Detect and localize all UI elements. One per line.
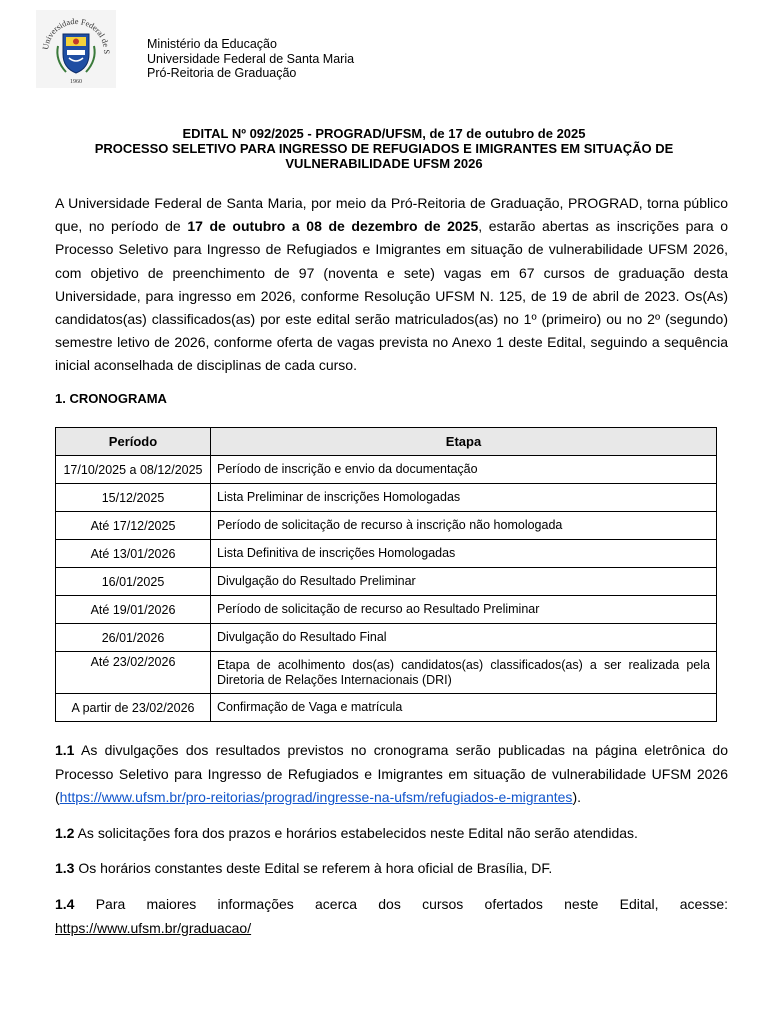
cell-periodo: 17/10/2025 a 08/12/2025 — [56, 456, 211, 484]
paragraph-1-4 — [55, 893, 728, 940]
cell-etapa: Divulgação do Resultado Preliminar — [211, 568, 717, 596]
paragraph-1-3 — [55, 857, 728, 881]
edital-title — [40, 126, 728, 171]
cell-etapa: Etapa de acolhimento dos(as) candidatos(as) classificados(as) a ser realizada pela Diretoria de Relações Internacionais (DRI) — [211, 652, 717, 694]
paragraph-text-end: ). — [572, 789, 581, 805]
cell-periodo: 16/01/2025 — [56, 568, 211, 596]
paragraph-text: Para maiores informações acerca dos cursos ofertados neste Edital, acesse: — [74, 896, 728, 912]
item-number: 1.4 — [55, 896, 75, 912]
paragraph-text: As divulgações dos resultados previstos no cronograma serão publicadas na página eletrônica do Processo Seletivo para Ingresso de Refugiados e Imigrantes em situação de vulnerabilidade UFSM 2026 ( — [55, 742, 728, 805]
ministry-label: Ministério da Educação — [147, 37, 277, 51]
cell-periodo: Até 19/01/2026 — [56, 596, 211, 624]
logo-year: 1960 — [70, 79, 82, 85]
ufsm-logo — [36, 10, 116, 88]
title-line-2: PROCESSO SELETIVO PARA INGRESSO DE REFUGIADOS E IMIGRANTES EM SITUAÇÃO DE — [94, 141, 674, 156]
cell-periodo: Até 17/12/2025 — [56, 512, 211, 540]
item-number: 1.3 — [55, 860, 75, 876]
paragraph-text: Os horários constantes deste Edital se referem à hora oficial de Brasília, DF. — [74, 860, 553, 876]
cell-etapa: Divulgação do Resultado Final — [211, 624, 717, 652]
header-periodo: Período — [56, 428, 211, 456]
logo-ring-text: Universidade Federal de S — [41, 16, 112, 55]
refugiados-page-link[interactable]: https://www.ufsm.br/pro-reitorias/prograd/ingresse-na-ufsm/refugiados-e-migrantes — [59, 789, 573, 805]
cell-periodo: A partir de 23/02/2026 — [56, 694, 211, 722]
table-row — [56, 568, 717, 596]
cell-etapa: Período de solicitação de recurso à inscrição não homologada — [211, 512, 717, 540]
table-row — [56, 456, 717, 484]
cell-etapa: Período de inscrição e envio da documentação — [211, 456, 717, 484]
cell-periodo: 26/01/2026 — [56, 624, 211, 652]
cell-etapa: Lista Preliminar de inscrições Homologadas — [211, 484, 717, 512]
table-row — [56, 484, 717, 512]
section-heading-cronograma: 1. CRONOGRAMA — [55, 391, 167, 406]
schedule-table — [55, 427, 717, 722]
cell-periodo: Até 13/01/2026 — [56, 540, 211, 568]
table-row — [56, 540, 717, 568]
table-row — [56, 596, 717, 624]
graduacao-link[interactable]: https://www.ufsm.br/graduacao/ — [55, 919, 252, 936]
cell-etapa: Confirmação de Vaga e matrícula — [211, 694, 717, 722]
table-row — [56, 512, 717, 540]
title-line-1: EDITAL Nº 092/2025 - PROGRAD/UFSM, de 17 de outubro de 2025 — [182, 126, 586, 141]
cell-periodo: Até 23/02/2026 — [56, 652, 211, 694]
prorectorate-label: Pró-Reitoria de Graduação — [147, 66, 297, 80]
university-label: Universidade Federal de Santa Maria — [147, 51, 355, 66]
table-row — [56, 624, 717, 652]
paragraph-1-2 — [55, 822, 728, 846]
item-number: 1.2 — [55, 825, 75, 841]
table-header-row — [56, 428, 717, 456]
cell-etapa: Lista Definitiva de inscrições Homologadas — [211, 540, 717, 568]
intro-text-1: A Universidade Federal de Santa Maria, por meio da Pró-Reitoria de Graduação, PROGRAD, torna público que, no período de — [55, 195, 728, 235]
header-etapa: Etapa — [211, 428, 717, 456]
item-number: 1.1 — [55, 742, 75, 758]
cell-periodo: 15/12/2025 — [56, 484, 211, 512]
intro-paragraph — [55, 192, 728, 378]
institution-header — [147, 37, 354, 81]
intro-period-bold: 17 de outubro a 08 de dezembro de 2025 — [187, 218, 479, 235]
table-row — [56, 694, 717, 722]
intro-text-2: , estarão abertas as inscrições para o Processo Seletivo para Ingresso de Refugiados e Imigrantes em situação de vulnerabilidade UFSM 2026, com objetivo de preenchimento de 97 (noventa e sete) vagas em 67 cursos de graduação desta Universidade, para ingresso em 2026, conforme Resolução UFSM N. 125, de 19 de abril de 2023. Os(As) candidatos(as) classificados(as) por este edital serão matriculados(as) no 1º (primeiro) ou no 2º (segundo) semestre letivo de 2026, conforme oferta de vagas prevista no Anexo 1 deste Edital, seguindo a sequência inicial aconselhada de disciplinas de cada curso. — [55, 218, 729, 374]
title-line-3: VULNERABILIDADE UFSM 2026 — [285, 156, 483, 171]
paragraph-1-1 — [55, 739, 728, 810]
cell-etapa: Período de solicitação de recurso ao Resultado Preliminar — [211, 596, 717, 624]
table-row — [56, 652, 717, 694]
paragraph-text: As solicitações fora dos prazos e horários estabelecidos neste Edital não serão atendidas. — [74, 825, 638, 841]
